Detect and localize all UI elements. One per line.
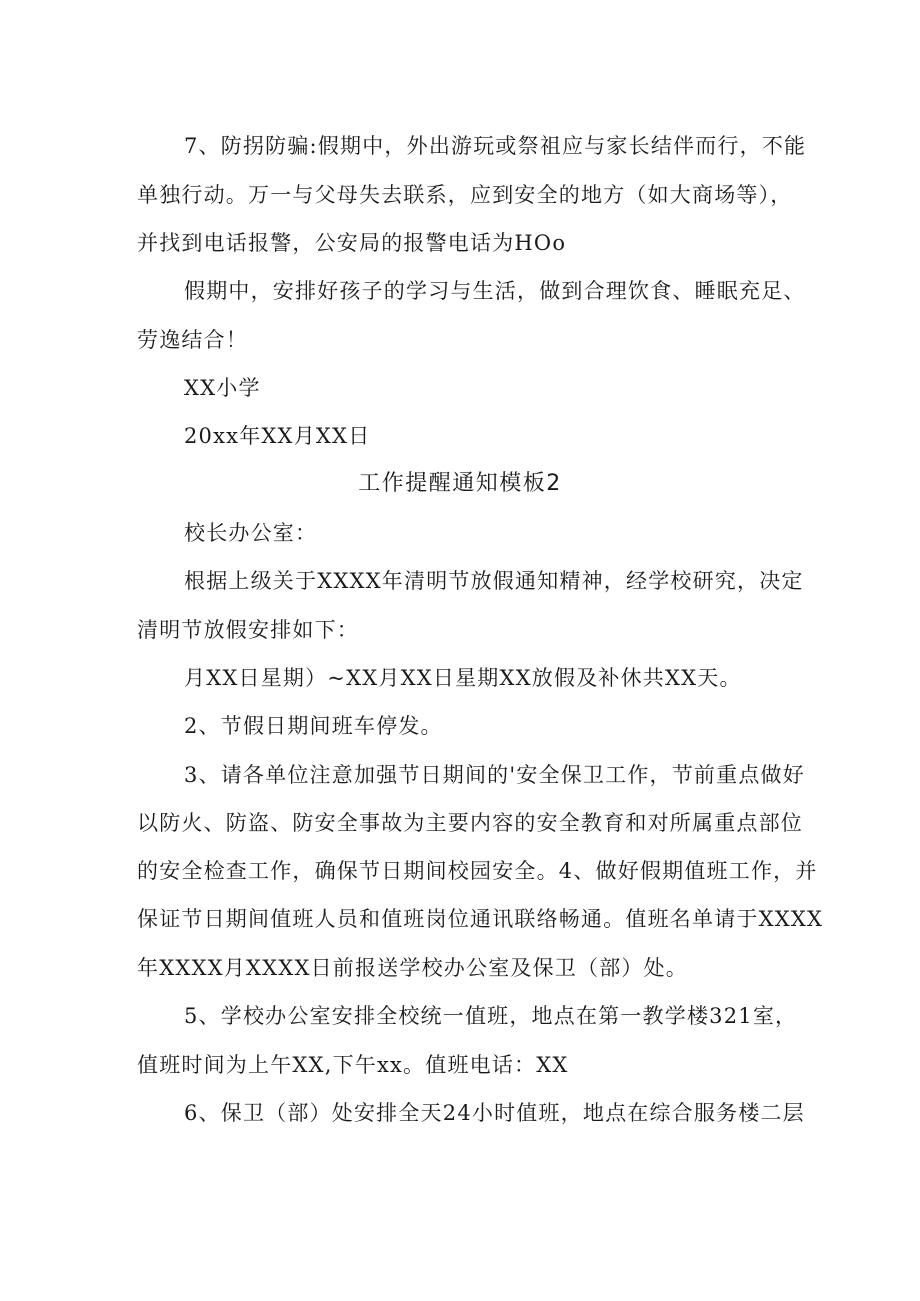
paragraph-line: 年XXXX月XXXX日前报送学校办公室及保卫（部）处。 <box>137 956 688 980</box>
list-item: 2、节假日期间班车停发。 <box>184 714 443 738</box>
list-item: 6、保卫（部）处安排全天24小时值班，地点在综合服务楼二层 <box>184 1101 805 1125</box>
paragraph-line: 根据上级关于XXXX年清明节放假通知精神，经学校研究，决定 <box>184 569 804 593</box>
list-item: 3、请各单位注意加强节日期间的'安全保卫工作，节前重点做好 <box>184 763 805 787</box>
paragraph-line: 清明节放假安排如下： <box>137 618 359 642</box>
paragraph-line: 值班时间为上午XX,下午xx。值班电话：XX <box>137 1053 569 1077</box>
signature-date: 20xx年XX月XX日 <box>184 424 371 448</box>
list-item: 月XX日星期）~XX月XX日星期XX放假及补休共XX天。 <box>184 666 742 690</box>
paragraph-line: 保证节日期间值班人员和值班岗位通讯联络畅通。值班名单请于XXXX <box>137 907 824 931</box>
paragraph-line: 的安全检查工作，确保节日期间校园安全。4、做好假期值班工作，并 <box>137 859 818 883</box>
document-title: 工作提醒通知模板2 <box>358 471 562 496</box>
signature-school: XX小学 <box>184 376 261 400</box>
paragraph-line: 假期中，安排好孩子的学习与生活，做到合理饮食、睡眠充足、 <box>184 279 806 303</box>
paragraph-line: 以防火、防盗、防安全事故为主要内容的安全教育和对所属重点部位 <box>137 811 803 835</box>
list-item: 5、学校办公室安排全校统一值班，地点在第一教学楼321室， <box>184 1004 798 1028</box>
paragraph-line: 并找到电话报警，公安局的报警电话为HOo <box>137 231 567 255</box>
paragraph-line: 劳逸结合！ <box>137 328 248 352</box>
paragraph-line: 7、防拐防骗:假期中，外出游玩或祭祖应与家长结伴而行，不能 <box>184 134 807 158</box>
paragraph-line: 单独行动。万一与父母失去联系，应到安全的地方（如大商场等）， <box>137 183 793 207</box>
addressee: 校长办公室： <box>184 521 318 545</box>
